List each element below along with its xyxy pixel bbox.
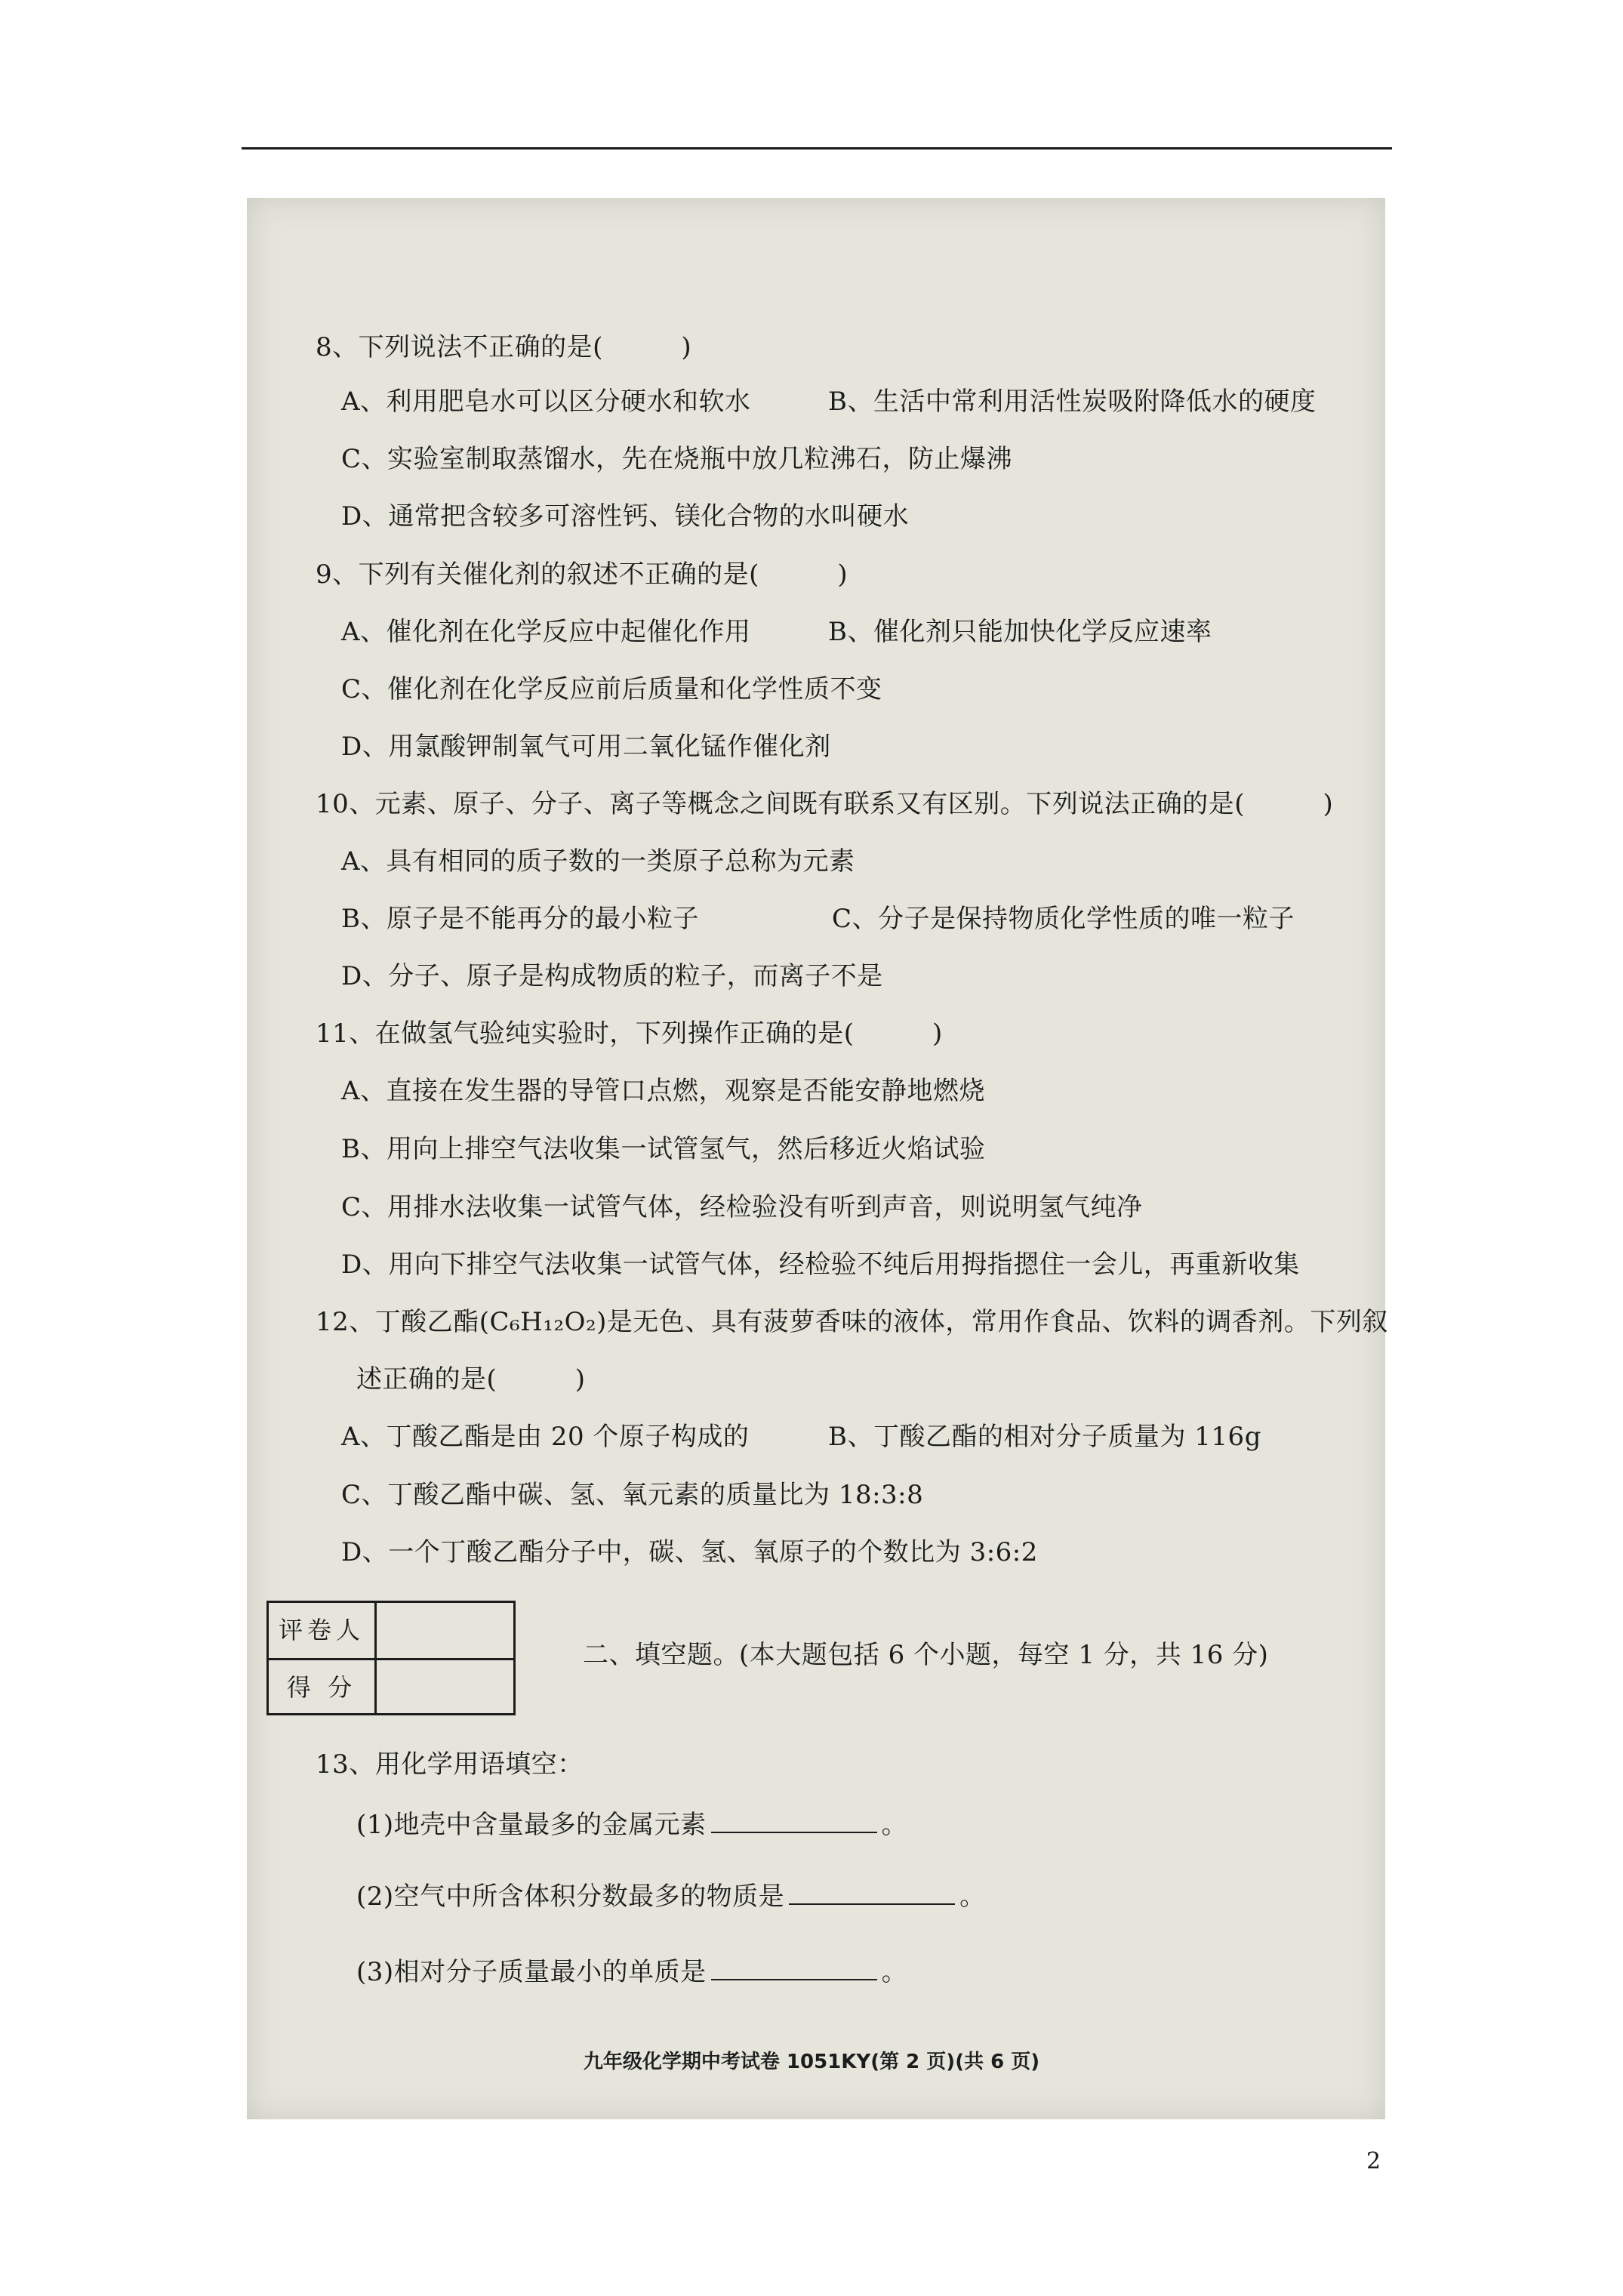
score-row (269, 1660, 513, 1715)
q13-item-2-blank[interactable] (789, 1881, 955, 1905)
q13-item-3-end: 。 (881, 1957, 908, 1987)
q9-option-d: D、用氯酸钾制氧气可用二氧化锰作催化剂 (341, 732, 831, 762)
q13-item-1 (356, 1808, 907, 1841)
q8-option-c: C、实验室制取蒸馏水，先在烧瓶中放几粒沸石，防止爆沸 (341, 444, 1013, 474)
page-number: 2 (1366, 2148, 1381, 2174)
section2-heading: 二、填空题。(本大题包括 6 个小题，每空 1 分，共 16 分) (583, 1640, 1269, 1670)
q10-option-b: B、原子是不能再分的最小粒子 (341, 904, 699, 934)
score-label: 得 分 (269, 1660, 377, 1715)
q12-stem-line2: 述正确的是( ) (356, 1364, 586, 1395)
reviewer-label: 评卷人 (269, 1603, 377, 1658)
q10-stem: 10、元素、原子、分子、离子等概念之间既有联系又有区别。下列说法正确的是( ) (316, 789, 1334, 819)
q9-option-a: A、催化剂在化学反应中起催化作用 (341, 617, 751, 647)
q13-item-3-blank[interactable] (711, 1956, 877, 1980)
grader-score-box (266, 1601, 516, 1715)
q8-option-b: B、生活中常利用活性炭吸附降低水的硬度 (828, 387, 1317, 417)
q13-item-2 (356, 1880, 986, 1913)
q12-option-a: A、丁酸乙酯是由 20 个原子构成的 (341, 1422, 750, 1452)
q8-stem: 8、下列说法不正确的是( ) (316, 332, 692, 362)
q13-item-2-label: (2)空气中所含体积分数最多的物质是 (356, 1881, 785, 1912)
q11-option-c: C、用排水法收集一试管气体，经检验没有听到声音，则说明氢气纯净 (341, 1192, 1143, 1222)
q13-item-1-label: (1)地壳中含量最多的金属元素 (356, 1810, 707, 1840)
top-rule (242, 147, 1392, 149)
q10-option-a: A、具有相同的质子数的一类原子总称为元素 (341, 846, 855, 877)
q8-option-d: D、通常把含较多可溶性钙、镁化合物的水叫硬水 (341, 501, 910, 532)
q10-option-c: C、分子是保持物质化学性质的唯一粒子 (832, 904, 1295, 934)
q12-option-b: B、丁酸乙酯的相对分子质量为 116g (828, 1422, 1261, 1452)
q9-stem: 9、下列有关催化剂的叙述不正确的是( ) (316, 559, 848, 590)
q13-stem: 13、用化学用语填空： (316, 1749, 584, 1780)
q11-option-b: B、用向上排空气法收集一试管氢气，然后移近火焰试验 (341, 1134, 986, 1164)
q13-item-1-blank[interactable] (711, 1809, 877, 1833)
q12-stem-line1: 12、丁酸乙酯(C₆H₁₂O₂)是无色、具有菠萝香味的液体，常用作食品、饮料的调香剂。下列叙 (316, 1307, 1388, 1337)
q11-stem: 11、在做氢气验纯实验时，下列操作正确的是( ) (316, 1019, 943, 1049)
q13-item-3-label: (3)相对分子质量最小的单质是 (356, 1957, 707, 1987)
q9-option-c: C、催化剂在化学反应前后质量和化学性质不变 (341, 674, 882, 704)
q8-option-a: A、利用肥皂水可以区分硬水和软水 (341, 387, 751, 417)
exam-footer: 九年级化学期中考试卷 1051KY(第 2 页)(共 6 页) (583, 2051, 1040, 2073)
q9-option-b: B、催化剂只能加快化学反应速率 (828, 617, 1212, 647)
q12-option-d: D、一个丁酸乙酯分子中，碳、氢、氧原子的个数比为 3:6:2 (341, 1537, 1038, 1567)
q11-option-a: A、直接在发生器的导管口点燃，观察是否能安静地燃烧 (341, 1076, 986, 1106)
q13-item-2-end: 。 (959, 1881, 986, 1912)
q13-item-3 (356, 1955, 907, 1989)
q13-item-1-end: 。 (881, 1810, 908, 1840)
reviewer-row (269, 1603, 513, 1660)
q10-option-d: D、分子、原子是构成物质的粒子，而离子不是 (341, 961, 883, 991)
q12-option-c: C、丁酸乙酯中碳、氢、氧元素的质量比为 18:3:8 (341, 1480, 924, 1510)
q11-option-d: D、用向下排空气法收集一试管气体，经检验不纯后用拇指摁住一会儿，再重新收集 (341, 1250, 1300, 1280)
